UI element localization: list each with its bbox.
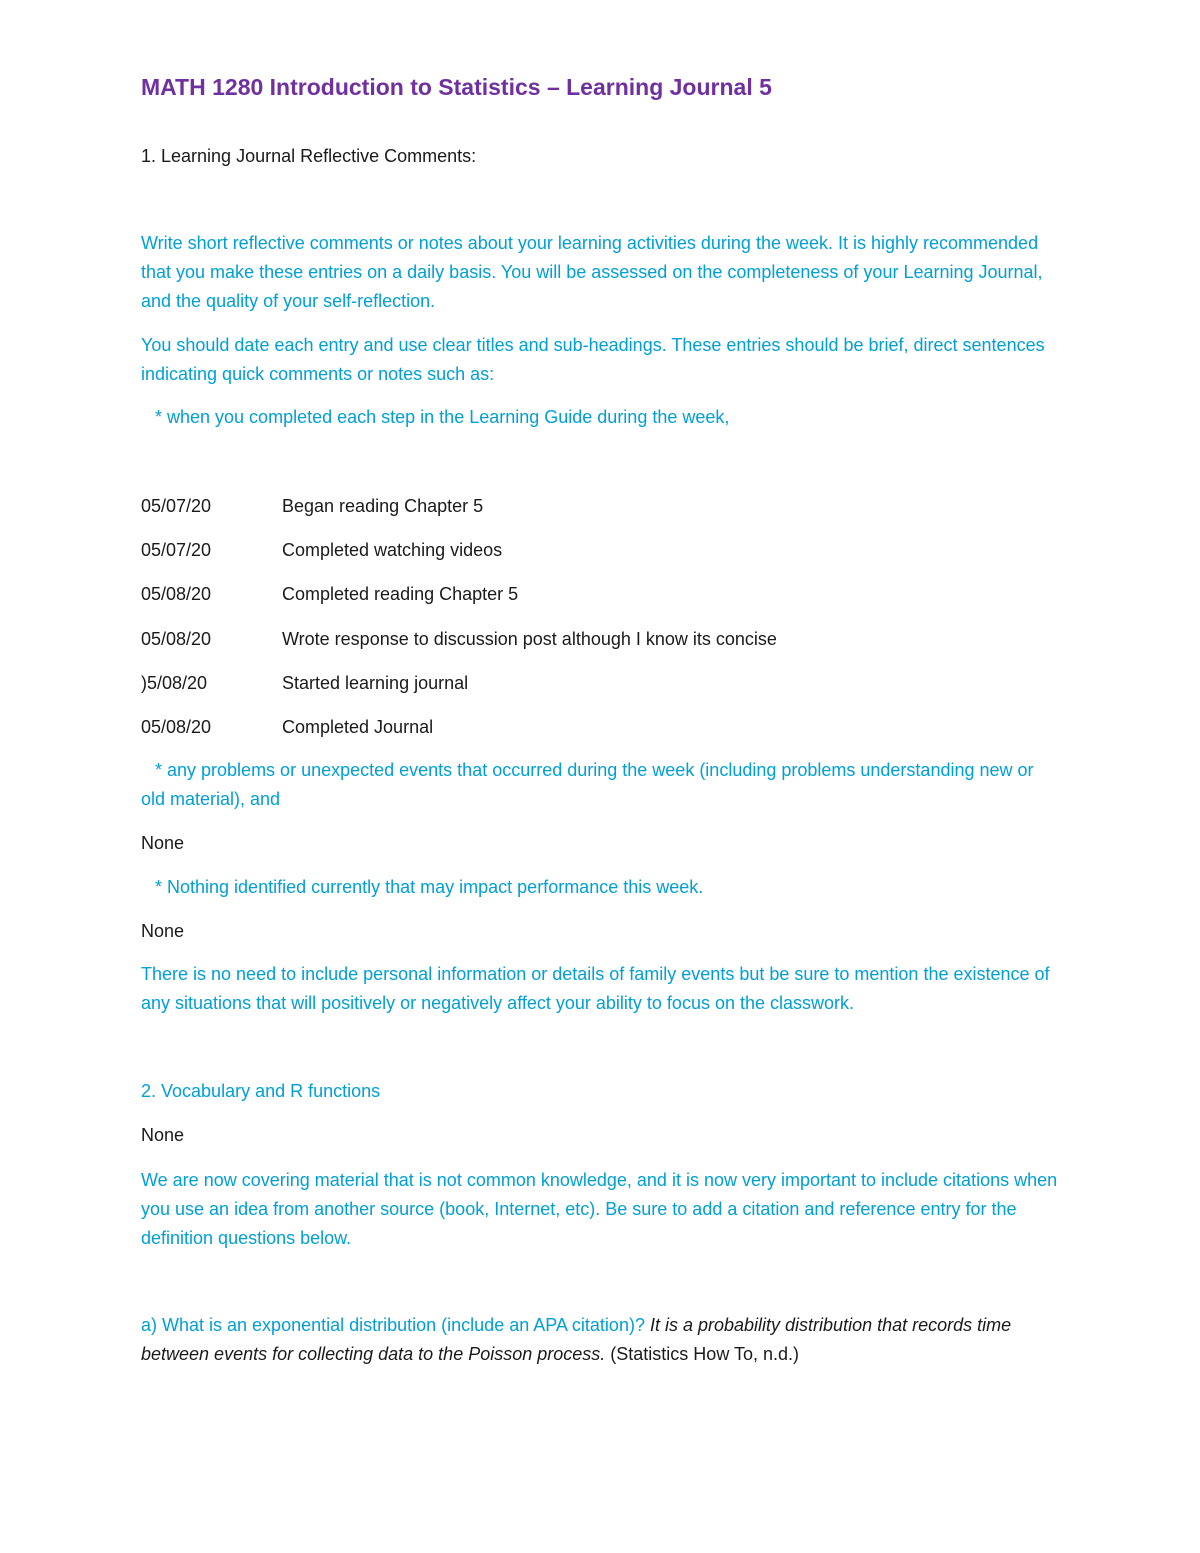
question-a-paragraph [141,1311,1061,1369]
citation-a: (Statistics How To, n.d.) [610,1344,800,1364]
log-entry [141,538,502,562]
bullet-problems: * any problems or unexpected events that occurred during the week (including problems understanding new or old material), and [141,760,1034,809]
answer-problems: None [141,833,185,853]
log-entry [141,715,433,739]
log-text: Completed watching videos [282,540,503,560]
question-a: a) What is an exponential distribution (include an APA citation)? [141,1315,645,1335]
log-date: 05/07/20 [141,540,212,560]
answer-nothing-identified: None [141,921,185,941]
section-1-instruction-1: Write short reflective comments or notes about your learning activities during the week. It is highly recommended that you make these entries on a daily basis. You will be assessed on the completeness of your Learning Journal, and the quality of your self-reflection. [141,233,1043,311]
log-entry [141,582,518,606]
document-title: MATH 1280 Introduction to Statistics – Learning Journal 5 [141,74,772,100]
log-entry [141,627,777,651]
section-1-note: There is no need to include personal information or details of family events but be sure to mention the existence of any situations that will positively or negatively affect your ability to focus on the classwork. [141,964,1050,1013]
log-text: Completed reading Chapter 5 [282,584,519,604]
section-1-heading: 1. Learning Journal Reflective Comments: [141,146,477,166]
log-text: Wrote response to discussion post although I know its concise [282,629,777,649]
log-entry [141,494,483,518]
answer-a: It is a probability distribution that records time between events for collecting data to the Poisson process. [141,1315,1012,1364]
log-date: )5/08/20 [141,673,208,693]
log-date: 05/08/20 [141,584,212,604]
log-date: 05/08/20 [141,717,212,737]
section-2-instruction: We are now covering material that is not common knowledge, and it is now very important to include citations when you use an idea from another source (book, Internet, etc). Be sure to add a citation and reference entry for the definition questions below. [141,1170,1058,1248]
log-text: Began reading Chapter 5 [282,496,484,516]
log-text: Completed Journal [282,717,434,737]
log-text: Started learning journal [282,673,469,693]
log-date: 05/07/20 [141,496,212,516]
section-1-instruction-2: You should date each entry and use clear titles and sub-headings. These entries should be brief, direct sentences indicating quick comments or notes such as: [141,335,1045,384]
section-2-heading: 2. Vocabulary and R functions [141,1081,381,1101]
bullet-nothing-identified: * Nothing identified currently that may impact performance this week. [155,877,704,897]
log-entry [141,671,468,695]
section-2-answer: None [141,1125,185,1145]
bullet-steps: * when you completed each step in the Learning Guide during the week, [155,407,730,427]
log-date: 05/08/20 [141,629,212,649]
